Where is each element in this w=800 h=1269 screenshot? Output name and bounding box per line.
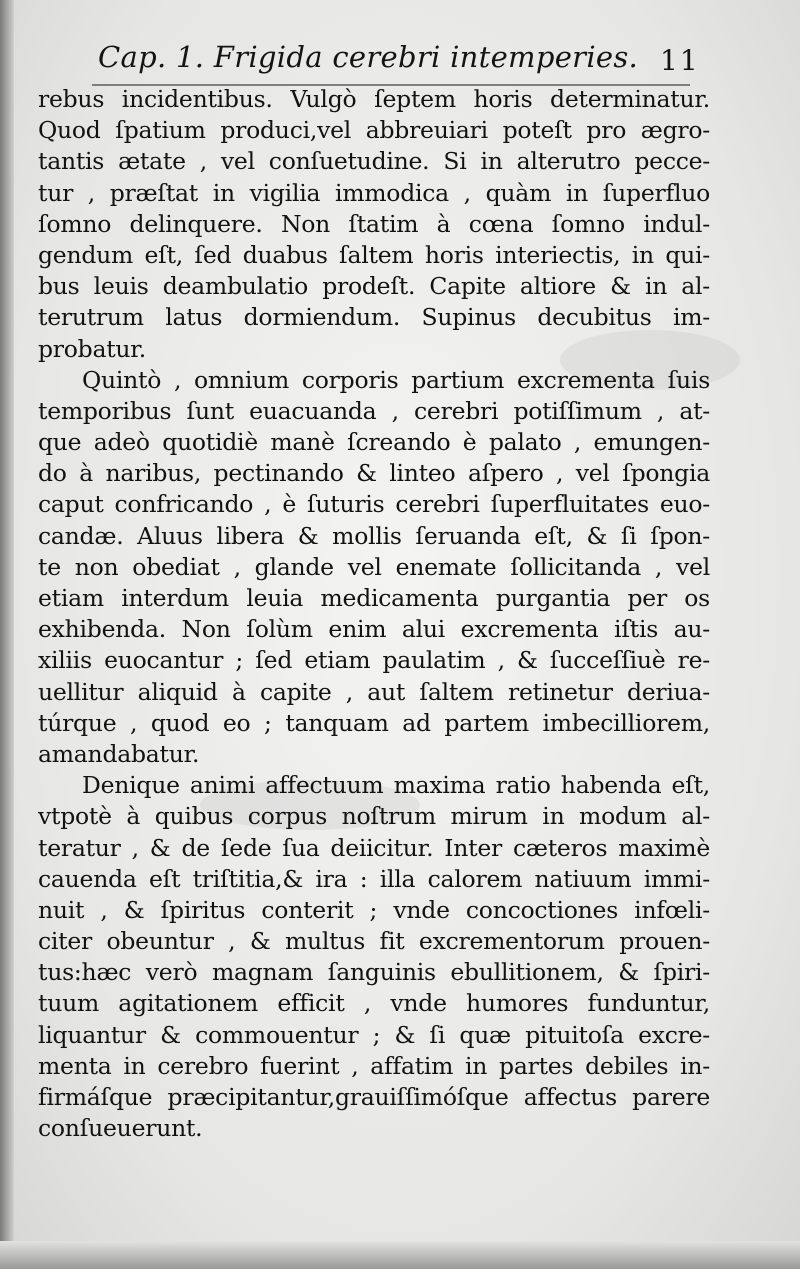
- text-line: terutrum latus dormiendum. Supinus decubitus im-: [38, 303, 710, 332]
- page-bottom-shadow: [0, 1241, 800, 1269]
- text-line: tur , præſtat in vigilia immodica , quàm in ſuperfluo: [38, 178, 710, 207]
- text-line: Quintò , omnium corporis partium excrementa ſuis: [82, 365, 710, 394]
- text-line: que adeò quotidiè manè ſcreando è palato , emungen-: [38, 428, 710, 457]
- text-line: probatur.: [38, 334, 146, 363]
- text-line: caput confricando , è ſuturis cerebri ſuperfluitates euo-: [38, 490, 710, 519]
- text-line: tuum agitationem efficit , vnde humores funduntur,: [38, 989, 710, 1018]
- body-text: [38, 84, 710, 1144]
- text-line: candæ. Aluus libera & mollis ſeruanda eſt, & ſi ſpon-: [38, 521, 710, 550]
- text-line: Quod ſpatium produci,vel abbreuiari poteſt pro ægro-: [38, 116, 710, 145]
- page-gutter-shadow: [0, 0, 14, 1269]
- text-line: firmáſque præcipitantur,grauiſſimóſque affectus parere: [38, 1083, 710, 1111]
- text-line: uellitur aliquid à capite , aut ſaltem retinetur deriua-: [38, 677, 710, 706]
- text-line: conſueuerunt.: [38, 1114, 203, 1143]
- text-line: ſomno delinquere. Non ſtatim à cœna ſomno indul-: [38, 209, 710, 238]
- text-line: do à naribus, pectinando & linteo aſpero , vel ſpongia: [38, 459, 710, 488]
- text-line: gendum eſt, ſed duabus ſaltem horis interiectis, in qui-: [38, 240, 710, 269]
- text-line: etiam interdum leuia medicamenta purgantia per os: [38, 584, 710, 612]
- text-line: tus:hæc verò magnam ſanguinis ebullitionem, & ſpiri-: [38, 958, 710, 987]
- text-line: túrque , quod eo ; tanquam ad partem imbecilliorem,: [38, 708, 710, 737]
- text-line: rebus incidentibus. Vulgò ſeptem horis determinatur.: [38, 85, 710, 113]
- text-line: menta in cerebro fuerint , affatim in partes debiles in-: [38, 1051, 710, 1080]
- text-line: vtpotè à quibus corpus noſtrum mirum in modum al-: [38, 802, 710, 831]
- text-line: teratur , & de ſede ſua deiicitur. Inter cæteros maximè: [38, 833, 710, 862]
- text-line: citer obeuntur , & multus fit excrementorum prouen-: [38, 927, 710, 956]
- text-line: nuit , & ſpiritus conterit ; vnde concoctiones infœli-: [38, 895, 710, 924]
- text-line: liquantur & commouentur ; & ſi quæ pituitoſa excre-: [38, 1020, 710, 1049]
- running-title: Cap. 1. Frigida cerebri intemperies.: [98, 40, 639, 74]
- text-line: amandabatur.: [38, 739, 200, 768]
- text-line: cauenda eſt triſtitia,& ira : illa calorem natiuum immi-: [38, 864, 710, 893]
- text-line: bus leuis deambulatio prodeſt. Capite altiore & in al-: [38, 272, 710, 301]
- text-line: temporibus ſunt euacuanda , cerebri potiſſimum , at-: [38, 396, 710, 425]
- text-line: xiliis euocantur ; ſed etiam paulatim , & ſucceſſiuè re-: [38, 646, 710, 675]
- text-line: tantis ætate , vel conſuetudine. Si in alterutro pecce-: [38, 147, 710, 176]
- text-line: Denique animi affectuum maxima ratio habenda eſt,: [82, 771, 710, 800]
- text-line: exhibenda. Non ſolùm enim alui excrementa iſtis au-: [38, 615, 710, 644]
- text-line: te non obediat , glande vel enemate ſollicitanda , vel: [38, 552, 710, 581]
- page-number: 11: [660, 44, 700, 77]
